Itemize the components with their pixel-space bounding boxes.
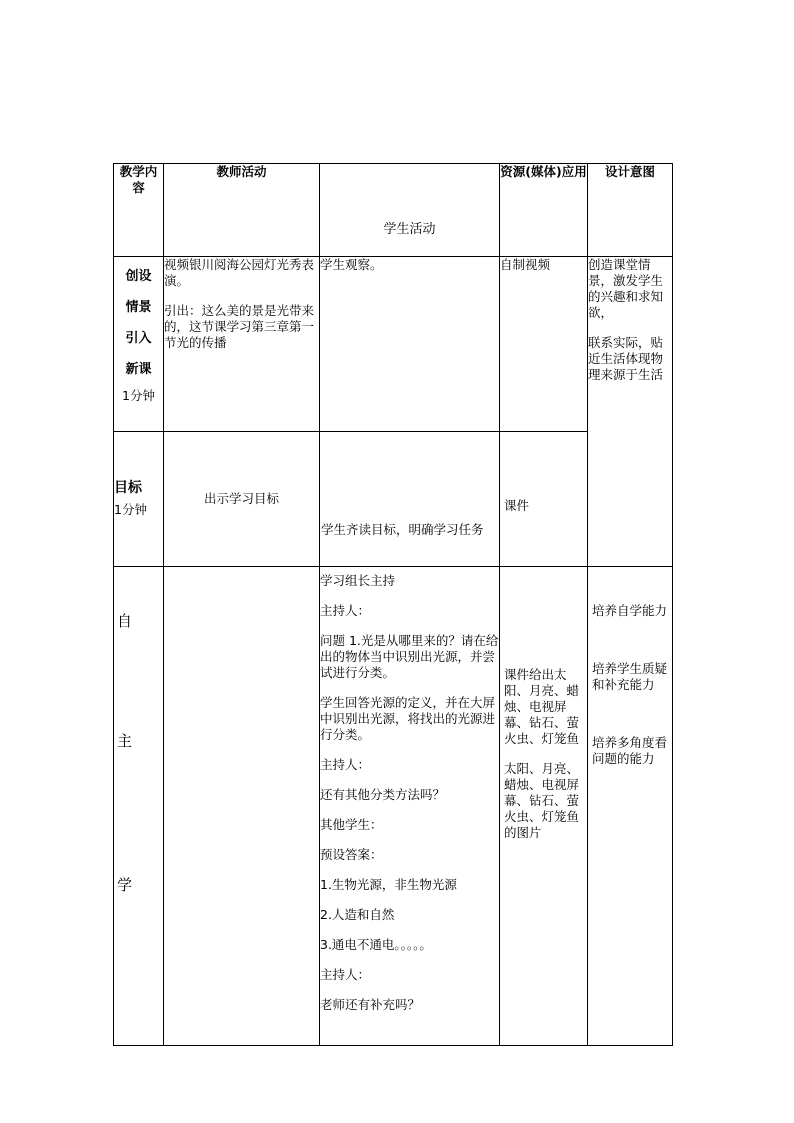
header-row [114, 164, 673, 257]
stage-goal [114, 432, 164, 567]
header-student: 学生活动 [320, 164, 500, 257]
resource-self-study [500, 567, 588, 1046]
resource-text: 课件给出太阳、月亮、蜡烛、电视屏幕、钻石、萤火虫、灯笼鱼 [504, 667, 580, 746]
teacher-goal [164, 432, 320, 567]
student-text: 1.生物光源，非生物光源 [320, 877, 457, 892]
lesson-plan-table [113, 163, 673, 1046]
resource-text: 太阳、月亮、蜡烛、电视屏幕、钻石、萤火虫、灯笼鱼的图片 [504, 761, 580, 840]
student-text: 其他学生： [320, 817, 383, 832]
student-text: 学生回答光源的定义，并在大屏中识别出光源，将找出的光源进行分类。 [320, 695, 496, 742]
stage-char: 自 [117, 612, 133, 630]
resource-goal [500, 432, 588, 567]
stage-char: 学 [117, 876, 133, 894]
student-text: 2.人造和自然 [320, 907, 395, 922]
student-text: 老师还有补充吗？ [320, 997, 421, 1012]
student-text: 学生观察。 [320, 257, 383, 272]
stage-char: 主 [117, 732, 133, 750]
student-text: 还有其他分类方法吗？ [320, 787, 446, 802]
stage-intro [114, 257, 164, 432]
resource-text: 自制视频 [500, 257, 551, 272]
stage-line: 创设 [125, 269, 152, 284]
student-text: 学习组长主持 [320, 573, 396, 588]
teacher-text: 出示学习目标 [203, 491, 279, 506]
header-teacher: 教师活动 [164, 164, 320, 257]
student-text: 预设答案： [320, 847, 383, 862]
intent-text: 培养自学能力 [592, 603, 668, 618]
stage-line: 目标 [114, 480, 142, 496]
teacher-self-study [164, 567, 320, 1046]
student-text: 主持人： [320, 603, 371, 618]
teacher-text: 引出：这么美的景是光带来的，这节课学习第三章第一节光的传播 [164, 303, 315, 350]
student-goal [320, 432, 500, 567]
resource-text: 课件 [504, 498, 530, 513]
student-text: 主持人： [320, 757, 371, 772]
stage-time: 1分钟 [114, 502, 147, 517]
student-text: 主持人： [320, 967, 371, 982]
student-intro [320, 257, 500, 432]
student-self-study [320, 567, 500, 1046]
student-text: 3.通电不通电。。。。。 [320, 937, 432, 952]
intent-self-study [588, 567, 673, 1046]
header-content: 教学内容 [114, 164, 164, 257]
stage-line: 情景 [125, 300, 152, 315]
header-resource: 资源(媒体)应用 [500, 164, 588, 257]
intent-text: 创造课堂情景，激发学生的兴趣和求知欲， [588, 257, 664, 320]
teacher-intro [164, 257, 320, 432]
intent-text: 培养学生质疑和补充能力 [592, 661, 668, 692]
stage-time: 1分钟 [122, 388, 155, 403]
header-intent: 设计意图 [588, 164, 673, 257]
student-text: 问题 1.光是从哪里来的？请在给出的物体当中识别出光源，并尝试进行分类。 [320, 633, 499, 680]
intent-text: 培养多角度看问题的能力 [592, 735, 668, 766]
row-self-study [114, 567, 673, 1046]
stage-line: 引入 [125, 331, 152, 346]
stage-self-study [114, 567, 164, 1046]
intent-intro [588, 257, 673, 567]
intent-text: 联系实际，贴近生活体现物理来源于生活 [588, 335, 664, 382]
row-intro [114, 257, 673, 432]
student-text: 学生齐读目标，明确学习任务 [321, 522, 484, 537]
resource-intro [500, 257, 588, 432]
teacher-text: 视频银川阅海公园灯光秀表演。 [164, 257, 315, 288]
stage-line: 新课 [125, 362, 152, 377]
